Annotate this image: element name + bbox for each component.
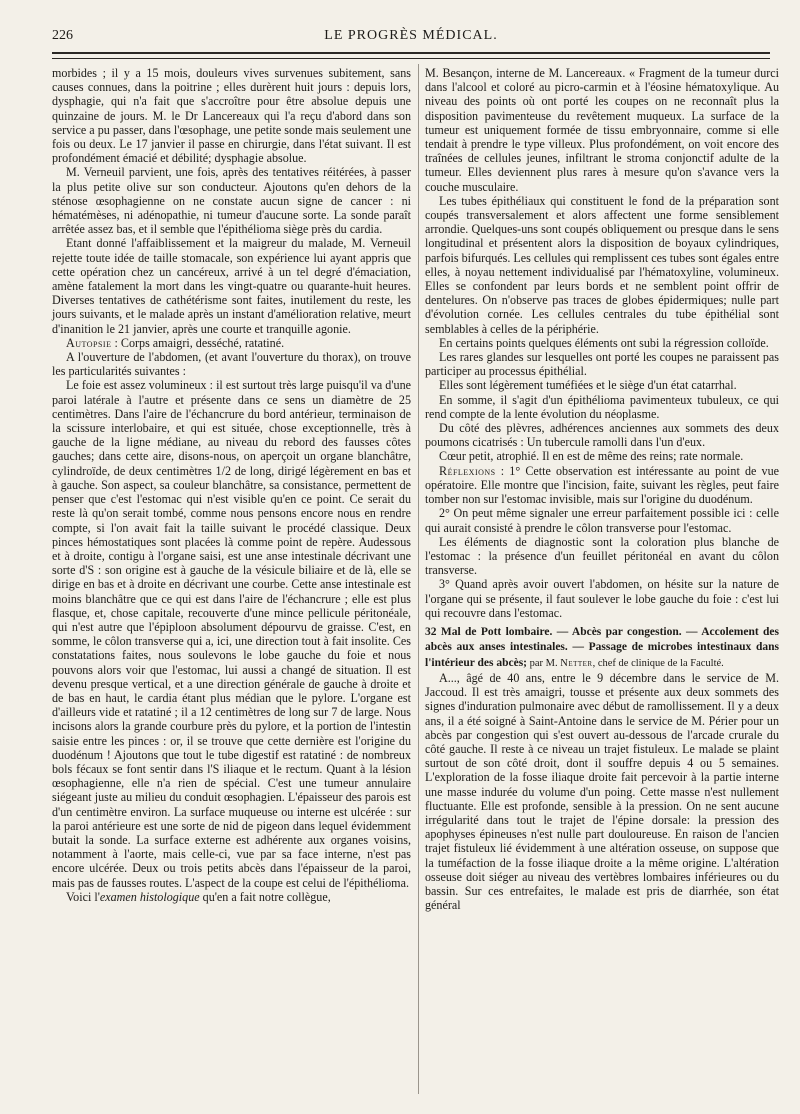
paragraph: A l'ouverture de l'abdomen, (et avant l'ouverture du thorax), on trouve les particularités suivantes : bbox=[52, 350, 411, 379]
reflexions-paragraph bbox=[425, 464, 779, 507]
paragraph: M. Verneuil parvient, une fois, après des tentatives réitérées, à passer la plus petite olive sur son conducteur. Ajoutons qu'en dehors de la sténose œsophagienne on ne constate aucun signe de cancer : ni hématémèses, ni adénopathie, ni tumeur d'aucune sorte. La sonde paraît arrêtée assez bas, et il semble que l'épithélioma siège près du cardia. bbox=[52, 165, 411, 237]
left-column bbox=[52, 66, 411, 904]
header-rule bbox=[52, 52, 770, 59]
closing-paragraph bbox=[52, 890, 411, 904]
autopsie-paragraph bbox=[52, 336, 411, 350]
paragraph: Les éléments de diagnostic sont la coloration plus blanche de l'estomac : la présence d'un feuillet péritonéal en avant du côlon transverse. bbox=[425, 534, 779, 578]
section-by: par M. bbox=[527, 657, 561, 669]
paragraph: Etant donné l'affaiblissement et la maigreur du malade, M. Verneuil rejette toute idée de taille stomacale, son expérience lui ayant appris que cette opération chez un cancéreux, arrivé à un tel degré d'émaciation, amène fatalement la mort dans les vingt-quatre ou quarante-huit heures. Diverses tentatives de cathétérisme sont faites, inutilement du reste, les jours suivants, et le malade après un instant d'amélioration relative, meurt d'inanition le 21 janvier, après une courte et tranquille agonie. bbox=[52, 236, 411, 336]
page-number: 226 bbox=[52, 28, 73, 43]
autopsie-label: Autopsie bbox=[66, 335, 112, 350]
paragraph: M. Besançon, interne de M. Lancereaux. « Fragment de la tumeur durci dans l'alcool et coloré au picro-carmin et à l'éosine hématoxylique. Au niveau des points où ont porté les coupes on ne reconnaît plus la disposition pavimenteuse du revêtement muqueux. La surface de la tumeur est uniquement formée de tissu embryonnaire, comme si elle tendait à prendre le type villeux. Plus profondément, on voit encore des traînées de cellules jeunes, infiltrant le stroma conjonctif adulte de la tumeur. Elles deviennent plus rares à mesure qu'on s'avance vers la couche musculaire. bbox=[425, 66, 779, 194]
section-author-role: , chef de clinique de la Faculté. bbox=[592, 657, 724, 669]
section-heading bbox=[425, 624, 779, 671]
paragraph: Cœur petit, atrophié. Il en est de même des reins; rate normale. bbox=[439, 449, 744, 464]
section-title: 32 Mal de Pott lombaire. — Abcès par congestion. — Accolement des abcès aux anses intestinales. — Passage de microbes intestinaux dans l'intérieur des abcès; bbox=[425, 625, 779, 669]
closing-text-start: Voici l' bbox=[66, 889, 100, 904]
paragraph: A..., âgé de 40 ans, entre le 9 décembre dans le service de M. Jaccoud. Il est très amaigri, tousse et présente aux deux sommets des signes d'induration pulmonaire avec début de ramollissement. Il y a deux ans, il a été soigné à Saint-Antoine dans le service de M. Périer pour un abcès par congestion qui s'est ouvert au-dessous de l'arcade crurale du côté gauche. Il reste à ce niveau un trajet fistuleux. Le malade se plaint surtout de son côté droit, dont il souffre depuis 4 ou 5 semaines. L'exploration de la fosse iliaque droite fait percevoir à la partie interne une masse indurée du volume d'un poing. Cette masse n'est nullement fluctuante. Elle est profonde, sensible à la pression. On ne sent aucune irrégularité dans tout le trajet de l'épine dorsale: la pression des apophyses épineuses n'est nulle part douloureuse. En raison de l'ancien trajet fistuleux lié évidemment à une altération osseuse, on suppose que la tuméfaction de la fosse iliaque droite a la même origine. L'altération osseuse doit siéger au niveau des vertèbres lombaires inférieures ou du bassin. Sur ces entrefaites, le malade est pris de diarrhée, son état général bbox=[425, 670, 779, 913]
paragraph: morbides ; il y a 15 mois, douleurs vives survenues subitement, sans causes connues, dans la poitrine ; elles durèrent huit jours : depuis lors, dysphagie, qui n'a fait que s'accroître pour être absolue depuis une quinzaine de jours. M. le Dr Lancereaux qui l'a reçu d'abord dans son service a pu passer, dans l'œsophage, une petite sonde mais seulement une fois ou deux. Le 17 janvier il passe en chirurgie, dans l'état suivant. Il est profondément émacié et débilité; dysphagie absolue. bbox=[52, 66, 411, 166]
closing-text-end: qu'en a fait notre collègue, bbox=[199, 889, 331, 904]
paragraph: Du côté des plèvres, adhérences anciennes aux sommets des deux poumons cicatrisés : Un tubercule ramolli dans l'un d'eux. bbox=[425, 421, 779, 450]
right-column bbox=[425, 66, 779, 912]
journal-title: LE PROGRÈS MÉDICAL. bbox=[324, 28, 498, 43]
page-header bbox=[52, 28, 770, 48]
reflexions-label: Réflexions bbox=[439, 463, 496, 478]
paragraph: En certains points quelques éléments ont subi la régression colloïde. bbox=[439, 335, 769, 350]
paragraph: 2° On peut même signaler une erreur parfaitement possible ici : celle qui aurait consisté à prendre le côlon transverse pour l'estomac. bbox=[425, 506, 779, 535]
section-author: Netter bbox=[560, 657, 593, 669]
column-divider bbox=[418, 64, 419, 1094]
autopsie-text: : Corps amaigri, desséché, ratatiné. bbox=[111, 335, 285, 350]
paragraph: En somme, il s'agit d'un épithélioma pavimenteux tubuleux, ce qui rend compte de la lente évolution du néoplasme. bbox=[425, 392, 779, 421]
reflexions-text: : 1° Cette observation est intéressante au point de vue opératoire. Elle montre que l'incision, faite, suivant les règles, peut faire tomber non sur l'estomac invisible, mais sur l'origine du duodénum. bbox=[425, 463, 779, 507]
closing-text-italic: examen histologique bbox=[99, 889, 200, 904]
paragraph: 3° Quand après avoir ouvert l'abdomen, on hésite sur la nature de l'organe qui se présente, il faut soulever le lobe gauche du foie : c'est lui qui recouvre dans l'estomac. bbox=[425, 577, 779, 620]
paragraph: Elles sont légèrement tuméfiées et le siège d'un état catarrhal. bbox=[439, 378, 737, 393]
paragraph: Les rares glandes sur lesquelles ont porté les coupes ne paraissent pas participer au processus épithélial. bbox=[425, 350, 779, 379]
paragraph: Le foie est assez volumineux : il est surtout très large puisqu'il va d'une paroi latérale à l'autre et présente dans ce sens un diamètre de 25 centimètres. Dans l'aire de l'échancrure du bord antérieur, terminaison de la scissure interlobaire, et qui est située, chose exceptionnelle, très à gauche de la ligne médiane, au niveau du rebord des fausses côtes gauches; dans cette aire, disons-nous, on aperçoit un organe blanchâtre, cylindroïde, de deux centimètres 1/2 de long, dirigé légèrement en bas et à gauche. Son aspect, sa couleur blanchâtre, sa consistance, permettent de penser que c'est l'estomac qui n'est visible qu'en ce point. Ce serait du reste là qu'on serait tombé, comme nous pensons encore nous en rendre compte, si l'on avait fait la taille suivant le procédé classique. Deux pinces hémostatiques sont placées là comme point de repère. Audessous et à droite, contigu à l'organe saisi, est une anse intestinale décrivant une sorte d'S : son origine est à gauche de la vésicule biliaire et de là, elle se dirige en bas et à droite en décrivant une courbe. Cette anse intestinale est moins blanchâtre que ce qui est dans l'aire de l'échancrure ; elle est plus flasque, et, chose capitale, recouverte d'une mince pellicule péritonéale, qui n'est autre que l'épiploon absolument dépourvu de graisse. C'est, en somme, le côlon transverse qui a, ici, une direction tout à fait insolite. Ces constatations faites, nous soulevons le lobe gauche du foie et nous pouvons alors voir que l'estomac, lui aussi a changé de situation. Il est devenu presque vertical, et a une direction générale de gauche à droite et de bas en haut, le cardia étant plus médian que le pylore. L'organe est d'ailleurs vide et ratatiné ; il a 12 centimètres de long sur 7 de large. Nous incisons alors la grande courbure près du pylore, et la portion de l'intestin saisie entre les pinces : or, il se trouve que cette dernière est l'origine du duodénum ! Ajoutons que tout le tube digestif est ratatiné : de nombreux bols fécaux se font sentir dans l'S iliaque et le rectum. Quant à la lésion œsophagienne, elle n'a rien de spécial. C'est une tumeur annulaire siégeant juste au milieu du conduit œsophagien. L'épaisseur des parois est d'un centimètre environ. La surface muqueuse ou interne est ulcérée : sur la paroi antérieure est une sorte de nid de pigeon dans lequel évidemment butait la sonde. La surface externe est adhérente aux organes voisins, notamment à l'aorte, mais celle-ci, vue par sa face interne, n'est pas encore ulcérée. Deux ou trois petits abcès dans l'épaisseur de la paroi, mais pas de fausses routes. L'aspect de la coupe est celui de l'épithélioma. bbox=[52, 378, 411, 890]
paragraph: Les tubes épithéliaux qui constituent le fond de la préparation sont coupés transversalement et alors affectent une forme sensiblement arrondie. Quelques-uns sont coupés obliquement ou presque dans le sens longitudinal et présentent alors la disposition de boyaux cylindriques, parfois bifurqués. Les cellules qui remplissent ces tubes sont égales entre elles, à noyau nettement individualisé par l'hématoxyline, volumineux. Elles se confondent par leurs bords et ne semblent point offrir de dentelures. On n'observe pas traces de globes épidermiques; nulle part d'évolution cornée. Les cellules centrales du tube épithélial sont semblables à celles de la périphérie. bbox=[425, 193, 779, 336]
